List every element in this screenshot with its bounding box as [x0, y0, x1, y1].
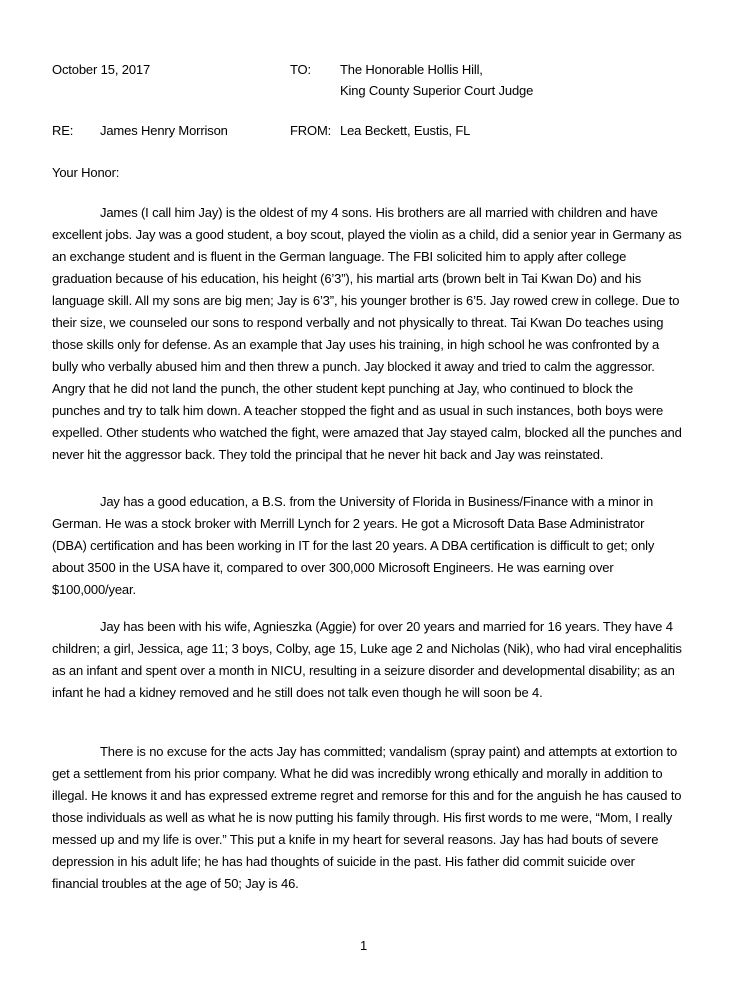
paragraph: There is no excuse for the acts Jay has committed; vandalism (spray paint) and attempts at extortion to get a settlement from his prior company. What he did was incredibly wrong ethically and morally in addition to illegal. He knows it and has expressed extreme regret and remorse for this and for the anguish he has caused to those individuals as well as what he is now putting his family through. His first words to me were, “Mom, I really messed up and my life is over.” This put a knife in my heart for several reasons. Jay has had bouts of severe depression in his adult life; he has had thoughts of suicide in the past. His father did commit suicide over financial troubles at the age of 50; Jay is 46.: [52, 744, 682, 891]
from-label: FROM:: [290, 123, 332, 138]
paragraph: James (I call him Jay) is the oldest of my 4 sons. His brothers are all married with children and have excellent jobs. Jay was a good student, a boy scout, played the violin as a child, did a senior year in Germany as an exchange student and is fluent in the German language. The FBI solicited him to apply after college graduation because of his education, his height (6’3”), his martial arts (brown belt in Tai Kwan Do) and his language skill. All my sons are big men; Jay is 6’3”, his younger brother is 6’5. Jay rowed crew in college. Due to their size, we counseled our sons to respond verbally and not physically to threat. Tai Kwan Do teaches using those skills only for defense. As an example that Jay uses his training, in high school he was confronted by a bully who verbally abused him and then threw a punch. Jay blocked it away and tried to calm the aggressor. Angry that he did not land the punch, the other student kept punching at Jay, who continued to block the punches and try to talk him down. A teacher stopped the fight and as usual in such instances, both boys were expelled. Other students who watched the fight, were amazed that Jay stayed calm, blocked all the punches and never hit the aggressor back. They told the principal that he never hit back and Jay was reinstated.: [52, 205, 682, 462]
page-number: 1: [360, 938, 368, 953]
sender: Lea Beckett, Eustis, FL: [340, 123, 471, 138]
recipient-title: King County Superior Court Judge: [340, 83, 534, 98]
salutation: Your Honor:: [52, 165, 120, 180]
letter-date: October 15, 2017: [52, 62, 151, 77]
re-label: RE:: [52, 123, 74, 138]
recipient-name: The Honorable Hollis Hill,: [340, 62, 483, 77]
to-label: TO:: [290, 62, 311, 77]
re-subject: James Henry Morrison: [100, 123, 228, 138]
paragraph: Jay has been with his wife, Agnieszka (Aggie) for over 20 years and married for 16 years. They have 4 children; a girl, Jessica, age 11; 3 boys, Colby, age 15, Luke age 2 and Nicholas (Nik), who had viral encephalitis as an infant and spent over a month in NICU, resulting in a seizure disorder and developmental disability; as an infant he had a kidney removed and he still does not talk even though he will soon be 4.: [52, 619, 682, 700]
paragraph: Jay has a good education, a B.S. from the University of Florida in Business/Finance with a minor in German. He was a stock broker with Merrill Lynch for 2 years. He got a Microsoft Data Base Administrator (DBA) certification and has been working in IT for the last 20 years. A DBA certification is difficult to get; only about 3500 in the USA have it, compared to over 300,000 Microsoft Engineers. He was earning over $100,000/year.: [52, 494, 655, 597]
